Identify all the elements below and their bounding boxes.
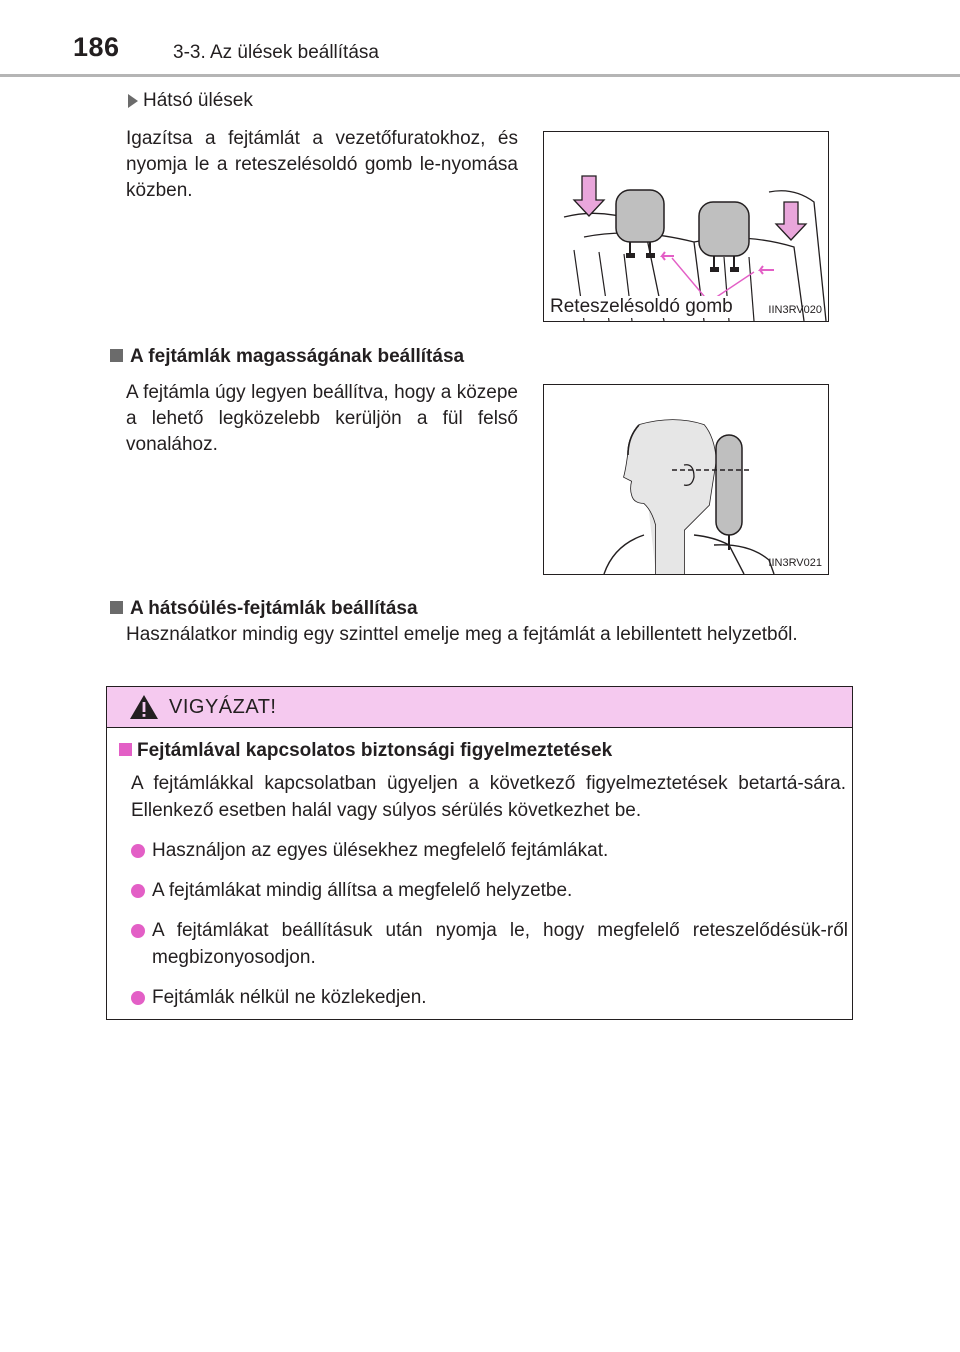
section-title: 3-3. Az ülések beállítása xyxy=(173,42,379,63)
height-adjust-instruction: A fejtámla úgy legyen beállítva, hogy a közepe a lehető legközelebb kerüljön a fül felső vonalához. xyxy=(126,382,518,455)
triangle-bullet-icon xyxy=(128,94,138,108)
warning-bullet-text: Használjon az egyes ülésekhez megfelelő fejtámlákat. xyxy=(152,840,609,861)
rear-headrest-heading xyxy=(110,598,418,620)
square-bullet-icon xyxy=(110,349,123,362)
page-number: 186 xyxy=(73,32,120,62)
warning-bullet-text: A fejtámlákat mindig állítsa a megfelelő helyzetbe. xyxy=(152,880,573,901)
bullet-dot-icon xyxy=(131,884,145,898)
warning-bullet xyxy=(131,984,848,1011)
headrest-height-figure xyxy=(543,384,829,575)
release-button-callout: Reteszelésoldó gomb xyxy=(547,296,736,318)
height-adjust-heading-text: A fejtámlák magasságának beállítása xyxy=(130,346,465,367)
warning-box xyxy=(106,686,853,1020)
rear-headrest-instruction: Használatkor mindig egy szinttel emelje meg a fejtámlát a lebillentett helyzetből. xyxy=(126,624,798,645)
bullet-dot-icon xyxy=(131,991,145,1005)
warning-body xyxy=(107,728,852,1011)
warning-bullet xyxy=(131,837,848,864)
warning-bullet-text: A fejtámlákat beállításuk után nyomja le, hogy megfelelő reteszelődésük-ről megbizonyosodjon. xyxy=(152,920,848,968)
warning-header-text: VIGYÁZAT! xyxy=(169,695,277,718)
square-bullet-icon xyxy=(110,601,123,614)
square-bullet-icon xyxy=(119,743,132,756)
rear-seats-instruction: Igazítsa a fejtámlát a vezetőfuratokhoz, és nyomja le a reteszelésoldó gomb le-nyomása közben. xyxy=(126,128,518,201)
header-divider xyxy=(0,74,960,77)
warning-bullet xyxy=(131,877,848,904)
bullet-dot-icon xyxy=(131,924,145,938)
warning-triangle-icon xyxy=(129,694,159,720)
warning-title xyxy=(119,740,842,762)
rear-seat-headrest-illustration xyxy=(544,132,828,321)
warning-bullet xyxy=(131,917,848,971)
warning-bullet-text: Fejtámlák nélkül ne közlekedjen. xyxy=(152,987,427,1008)
rear-headrest-figure xyxy=(543,131,829,322)
rear-seats-subheading xyxy=(128,90,253,112)
warning-intro: A fejtámlákkal kapcsolatban ügyeljen a következő figyelmeztetések betartá-sára. Ellenkező esetben halál vagy súlyos sérülés következhet be. xyxy=(131,773,846,821)
rear-headrest-heading-text: A hátsóülés-fejtámlák beállítása xyxy=(130,598,418,619)
figure-code: IIN3RV021 xyxy=(768,557,822,569)
warning-header xyxy=(107,687,852,728)
warning-title-text: Fejtámlával kapcsolatos biztonsági figyelmeztetések xyxy=(137,740,613,761)
height-adjust-heading xyxy=(110,346,464,368)
head-profile-illustration xyxy=(544,385,828,574)
figure-code: IIN3RV020 xyxy=(768,304,822,316)
bullet-dot-icon xyxy=(131,844,145,858)
rear-seats-label: Hátsó ülések xyxy=(143,90,253,111)
